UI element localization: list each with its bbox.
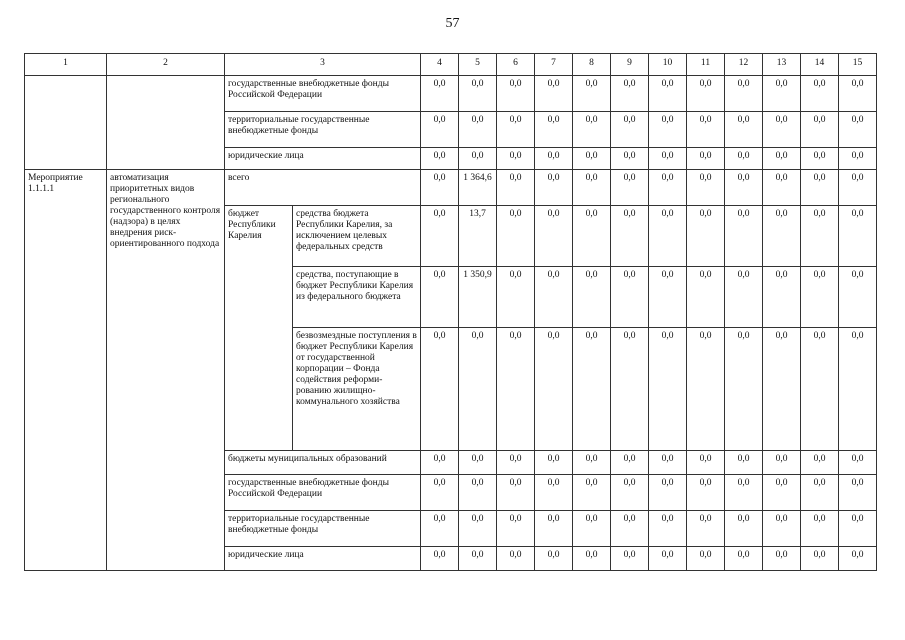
value-cell: 0,0 [725,112,763,148]
value-cell: 0,0 [725,148,763,170]
value-cell: 0,0 [839,148,877,170]
value-cell: 0,0 [649,148,687,170]
value-cell: 0,0 [611,112,649,148]
value-cell: 0,0 [573,475,611,511]
value-cell: 0,0 [725,451,763,475]
value-cell: 0,0 [611,206,649,267]
column-number-header: 10 [649,54,687,76]
source-label: государственные внебюджетные фонды Российской Федерации [225,475,421,511]
value-cell: 0,0 [801,267,839,328]
value-cell: 0,0 [763,170,801,206]
value-cell: 0,0 [611,451,649,475]
value-cell: 0,0 [839,76,877,112]
value-cell: 0,0 [535,267,573,328]
page-number: 57 [445,16,460,31]
value-cell: 0,0 [535,148,573,170]
value-cell: 0,0 [763,328,801,451]
column-number-header: 12 [725,54,763,76]
measure-code: Мероприятие 1.1.1.1 [25,170,107,571]
value-cell: 0,0 [687,76,725,112]
value-cell: 0,0 [611,267,649,328]
value-cell: 0,0 [649,76,687,112]
value-cell: 0,0 [801,148,839,170]
value-cell: 0,0 [687,170,725,206]
value-cell: 0,0 [497,206,535,267]
value-cell: 1 350,9 [459,267,497,328]
value-cell: 0,0 [535,112,573,148]
value-cell: 0,0 [725,206,763,267]
value-cell: 0,0 [535,475,573,511]
table-body [25,54,877,571]
value-cell: 0,0 [535,547,573,571]
value-cell: 0,0 [801,170,839,206]
value-cell: 0,0 [421,511,459,547]
value-cell: 0,0 [535,76,573,112]
value-cell: 0,0 [839,267,877,328]
value-cell: 0,0 [497,511,535,547]
value-cell: 0,0 [421,547,459,571]
value-cell: 0,0 [459,547,497,571]
value-cell: 0,0 [611,511,649,547]
value-cell: 0,0 [839,451,877,475]
source-label: государственные внебюджетные фонды Российской Федерации [225,76,421,112]
table-row [25,170,877,206]
source-label: территориальные государственные внебюджетные фонды [225,112,421,148]
value-cell: 0,0 [459,451,497,475]
value-cell: 0,0 [649,475,687,511]
value-cell: 0,0 [687,475,725,511]
value-cell: 0,0 [459,112,497,148]
value-cell: 0,0 [573,328,611,451]
value-cell: 0,0 [421,475,459,511]
value-cell: 0,0 [725,267,763,328]
value-cell: 0,0 [535,328,573,451]
value-cell: 0,0 [763,206,801,267]
value-cell: 0,0 [763,76,801,112]
value-cell: 0,0 [687,451,725,475]
source-label: всего [225,170,421,206]
column-number-header: 14 [801,54,839,76]
value-cell: 0,0 [763,267,801,328]
value-cell: 0,0 [801,511,839,547]
value-cell: 0,0 [459,76,497,112]
value-cell: 0,0 [649,267,687,328]
value-cell: 0,0 [573,112,611,148]
value-cell: 0,0 [459,328,497,451]
column-number-header: 1 [25,54,107,76]
value-cell: 0,0 [725,170,763,206]
value-cell: 0,0 [839,475,877,511]
column-number-header: 9 [611,54,649,76]
column-number-header: 4 [421,54,459,76]
value-cell: 0,0 [573,206,611,267]
column-number-header: 15 [839,54,877,76]
value-cell: 0,0 [801,547,839,571]
budget-table [24,53,877,571]
value-cell: 0,0 [459,511,497,547]
value-cell: 13,7 [459,206,497,267]
value-cell: 0,0 [725,511,763,547]
column-number-header: 13 [763,54,801,76]
column-number-row [25,54,877,76]
value-cell: 0,0 [687,148,725,170]
value-cell: 0,0 [839,511,877,547]
value-cell: 0,0 [839,170,877,206]
value-cell: 0,0 [649,170,687,206]
column-number-header: 8 [573,54,611,76]
column-number-header: 7 [535,54,573,76]
source-label: средства бюджета Республики Карелия, за исключением целевых федеральных средств [293,206,421,267]
column-number-header: 2 [107,54,225,76]
source-label: средства, поступающие в бюджет Республики Карелия из федерального бюджета [293,267,421,328]
value-cell: 0,0 [573,267,611,328]
value-cell: 0,0 [763,148,801,170]
value-cell: 0,0 [763,112,801,148]
value-cell: 0,0 [687,112,725,148]
value-cell: 0,0 [497,76,535,112]
value-cell: 0,0 [839,328,877,451]
value-cell: 0,0 [611,148,649,170]
value-cell: 0,0 [801,451,839,475]
value-cell: 0,0 [801,328,839,451]
source-label: безвозмездные поступления в бюджет Республики Карелия от государственной корпорации – Фонда содействия реформи-рованию жилищно-коммунального хозяйства [293,328,421,451]
value-cell: 0,0 [687,206,725,267]
value-cell: 0,0 [763,475,801,511]
value-cell: 0,0 [687,547,725,571]
value-cell: 0,0 [497,170,535,206]
value-cell: 0,0 [459,475,497,511]
value-cell: 0,0 [421,206,459,267]
value-cell: 0,0 [649,451,687,475]
value-cell: 0,0 [725,547,763,571]
value-cell: 0,0 [611,170,649,206]
value-cell: 0,0 [421,76,459,112]
value-cell: 0,0 [763,547,801,571]
value-cell: 0,0 [421,112,459,148]
value-cell: 0,0 [497,451,535,475]
source-label: бюджеты муниципальных образований [225,451,421,475]
value-cell: 0,0 [573,547,611,571]
value-cell: 0,0 [421,328,459,451]
value-cell: 0,0 [573,511,611,547]
measure-name: автоматизация приоритетных видов регионального государственного контроля (надзора) в целях внедрения риск-ориентированного подхода [107,170,225,571]
value-cell: 0,0 [763,511,801,547]
value-cell: 0,0 [535,451,573,475]
value-cell: 0,0 [497,148,535,170]
value-cell: 0,0 [839,112,877,148]
column-number-header: 5 [459,54,497,76]
column-number-header: 6 [497,54,535,76]
source-label: юридические лица [225,547,421,571]
value-cell: 0,0 [687,511,725,547]
value-cell: 0,0 [497,547,535,571]
column-number-header: 11 [687,54,725,76]
value-cell: 0,0 [497,475,535,511]
source-label: юридические лица [225,148,421,170]
value-cell: 0,0 [763,451,801,475]
value-cell: 0,0 [611,328,649,451]
value-cell: 0,0 [573,451,611,475]
value-cell: 0,0 [497,112,535,148]
budget-group-label: бюджет Республики Карелия [225,206,293,451]
value-cell: 0,0 [801,76,839,112]
value-cell: 0,0 [573,170,611,206]
value-cell: 0,0 [839,206,877,267]
value-cell: 0,0 [649,547,687,571]
value-cell: 0,0 [649,511,687,547]
value-cell: 0,0 [649,112,687,148]
value-cell: 0,0 [649,206,687,267]
value-cell: 0,0 [611,76,649,112]
table-row [25,76,877,112]
value-cell: 0,0 [611,475,649,511]
empty-name-cell [107,76,225,170]
value-cell: 0,0 [573,76,611,112]
value-cell: 0,0 [725,76,763,112]
value-cell: 0,0 [421,267,459,328]
value-cell: 0,0 [535,170,573,206]
value-cell: 0,0 [421,451,459,475]
value-cell: 0,0 [839,547,877,571]
value-cell: 0,0 [687,328,725,451]
value-cell: 0,0 [421,148,459,170]
value-cell: 0,0 [535,206,573,267]
value-cell: 0,0 [801,206,839,267]
value-cell: 0,0 [649,328,687,451]
value-cell: 0,0 [725,328,763,451]
source-label: территориальные государственные внебюджетные фонды [225,511,421,547]
value-cell: 0,0 [535,511,573,547]
empty-code-cell [25,76,107,170]
value-cell: 0,0 [497,267,535,328]
value-cell: 0,0 [459,148,497,170]
value-cell: 0,0 [687,267,725,328]
value-cell: 0,0 [801,475,839,511]
column-number-header: 3 [225,54,421,76]
value-cell: 1 364,6 [459,170,497,206]
value-cell: 0,0 [497,328,535,451]
value-cell: 0,0 [801,112,839,148]
value-cell: 0,0 [573,148,611,170]
value-cell: 0,0 [421,170,459,206]
value-cell: 0,0 [725,475,763,511]
value-cell: 0,0 [611,547,649,571]
